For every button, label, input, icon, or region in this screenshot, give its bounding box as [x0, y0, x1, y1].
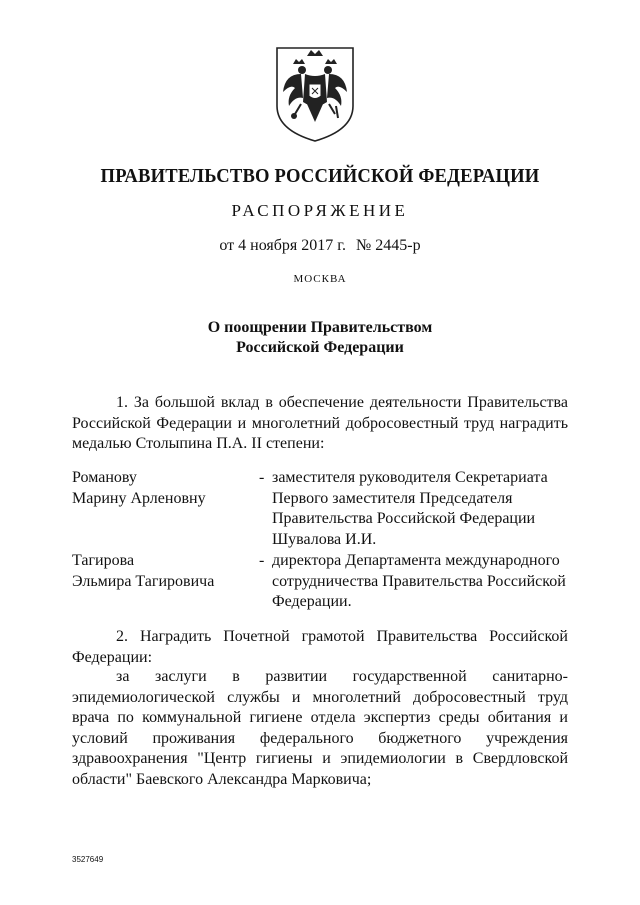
awardee-dash: -	[259, 552, 265, 569]
clause-2-detail	[72, 667, 568, 790]
awardee-position: заместителя руководителя Секретариата Первого заместителя Председателя Правительства Российской Федерации Шувалова И.И.	[272, 469, 548, 548]
awardee-name: Романову Марину Арленовну	[72, 469, 206, 507]
document-type: РАСПОРЯЖЕНИЕ	[231, 201, 409, 220]
clause-1-text: 1. За большой вклад в обеспечение деятельности Правительства Российской Федерации и многолетний добросовестный труд наградить медалью Столыпина П.А. II степени:	[72, 394, 568, 452]
awardee-name: Тагирова Эльмира Тагировича	[72, 552, 215, 590]
document-date: от 4 ноября 2017 г.	[219, 237, 347, 254]
document-id: 3527649	[72, 855, 104, 864]
document-subject	[0, 318, 640, 358]
coat-of-arms-icon	[271, 44, 359, 144]
clause-2	[72, 627, 568, 668]
document-date-line	[0, 237, 640, 255]
clause-1	[72, 393, 568, 455]
subject-line-1: О поощрении Правительством	[207, 319, 433, 336]
clause-2-detail-text: за заслуги в развитии государственной санитарно-эпидемиологической службы и многолетний добросовестный труд врача по коммунальной гигиене отдела экспертиз среды обитания и условий проживания федерального бюджетного учреждения здравоохранения "Центр гигиены и эпидемиологии в Свердловской области" Баевского Александра Марковича;	[72, 668, 568, 788]
government-title: ПРАВИТЕЛЬСТВО РОССИЙСКОЙ ФЕДЕРАЦИИ	[100, 165, 540, 187]
awardee-dash: -	[259, 469, 265, 486]
document-city: МОСКВА	[293, 273, 347, 285]
clause-2-text: 2. Наградить Почетной грамотой Правительства Российской Федерации:	[72, 628, 568, 666]
awardee-position: директора Департамента международного сотрудничества Правительства Российской Федерации.	[272, 552, 566, 610]
document-number: № 2445-р	[356, 237, 421, 254]
subject-line-2: Российской Федерации	[236, 339, 404, 356]
